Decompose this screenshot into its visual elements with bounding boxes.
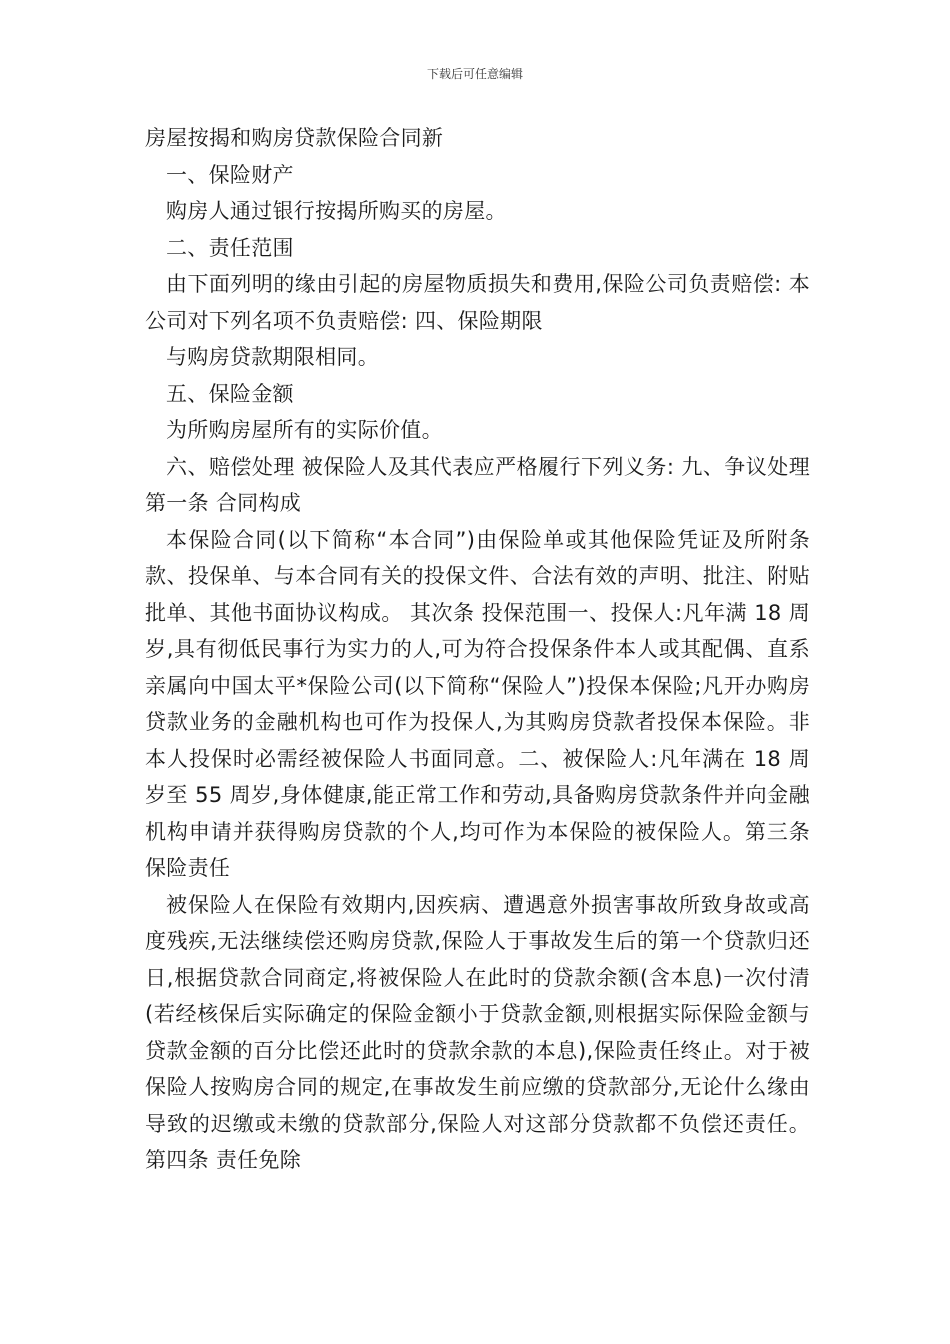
section-heading-insured-property: 一、保险财产 (166, 162, 294, 187)
page-header-note: 下载后可任意编辑 (426, 67, 523, 81)
section-heading-liability-scope: 二、责任范围 (166, 235, 294, 260)
paragraph-claims-handling: 六、赔偿处理 被保险人及其代表应严格履行下列义务: 九、争议处理 第一条 合同构成 (145, 454, 810, 515)
paragraph-liability-scope: 由下面列明的缘由引起的房屋物质损失和费用,保险公司负责赔偿: 本公司对下列名项不负责赔偿: 四、保险期限 (145, 272, 810, 333)
paragraph-insurance-liability: 被保险人在保险有效期内,因疾病、遭遇意外损害事故所致身故或高度残疾,无法继续偿还购房贷款,保险人于事故发生后的第一个贷款归还日,根据贷款合同商定,将被保险人在此时的贷款余额(含本息)一次付清(若经核保后实际确定的保险金额小于贷款金额,则根据实际保险金额与贷款金额的百分比偿还此时的贷款余款的本息),保险责任终止。对于被保险人按购房合同的规定,在事故发生前应缴的贷款部分,无论什么缘由导致的迟缴或未缴的贷款部分,保险人对这部分贷款都不负偿还责任。第四条 责任免除 (145, 892, 810, 1172)
paragraph-insured-property: 购房人通过银行按揭所购买的房屋。 (166, 199, 507, 223)
paragraph-insured-amount: 为所购房屋所有的实际价值。 (166, 418, 443, 442)
document-title: 房屋按揭和购房贷款保险合同新 (145, 126, 444, 150)
section-heading-insured-amount: 五、保险金额 (166, 381, 294, 406)
paragraph-contract-composition: 本保险合同(以下简称“本合同”)由保险单或其他保险凭证及所附条款、投保单、与本合同有关的投保文件、合法有效的声明、批注、附贴批单、其他书面协议构成。 其次条 投保范围一、投保人:凡年满 18 周岁,具有彻低民事行为实力的人,可为符合投保条件本人或其配偶、直系亲属向中国太平*保险公司(以下简称“保险人”)投保本保险;凡开办购房贷款业务的金融机构也可作为投保人,为其购房贷款者投保本保险。非本人投保时必需经被保险人书面同意。二、被保险人:凡年满在 18 周岁至 55 周岁,身体健康,能正常工作和劳动,具备购房贷款条件并向金融机构申请并获得购房贷款的个人,均可作为本保险的被保险人。第三条 保险责任 (145, 527, 810, 880)
paragraph-insurance-period: 与购房贷款期限相同。 (166, 345, 379, 369)
document-body (145, 120, 810, 1179)
